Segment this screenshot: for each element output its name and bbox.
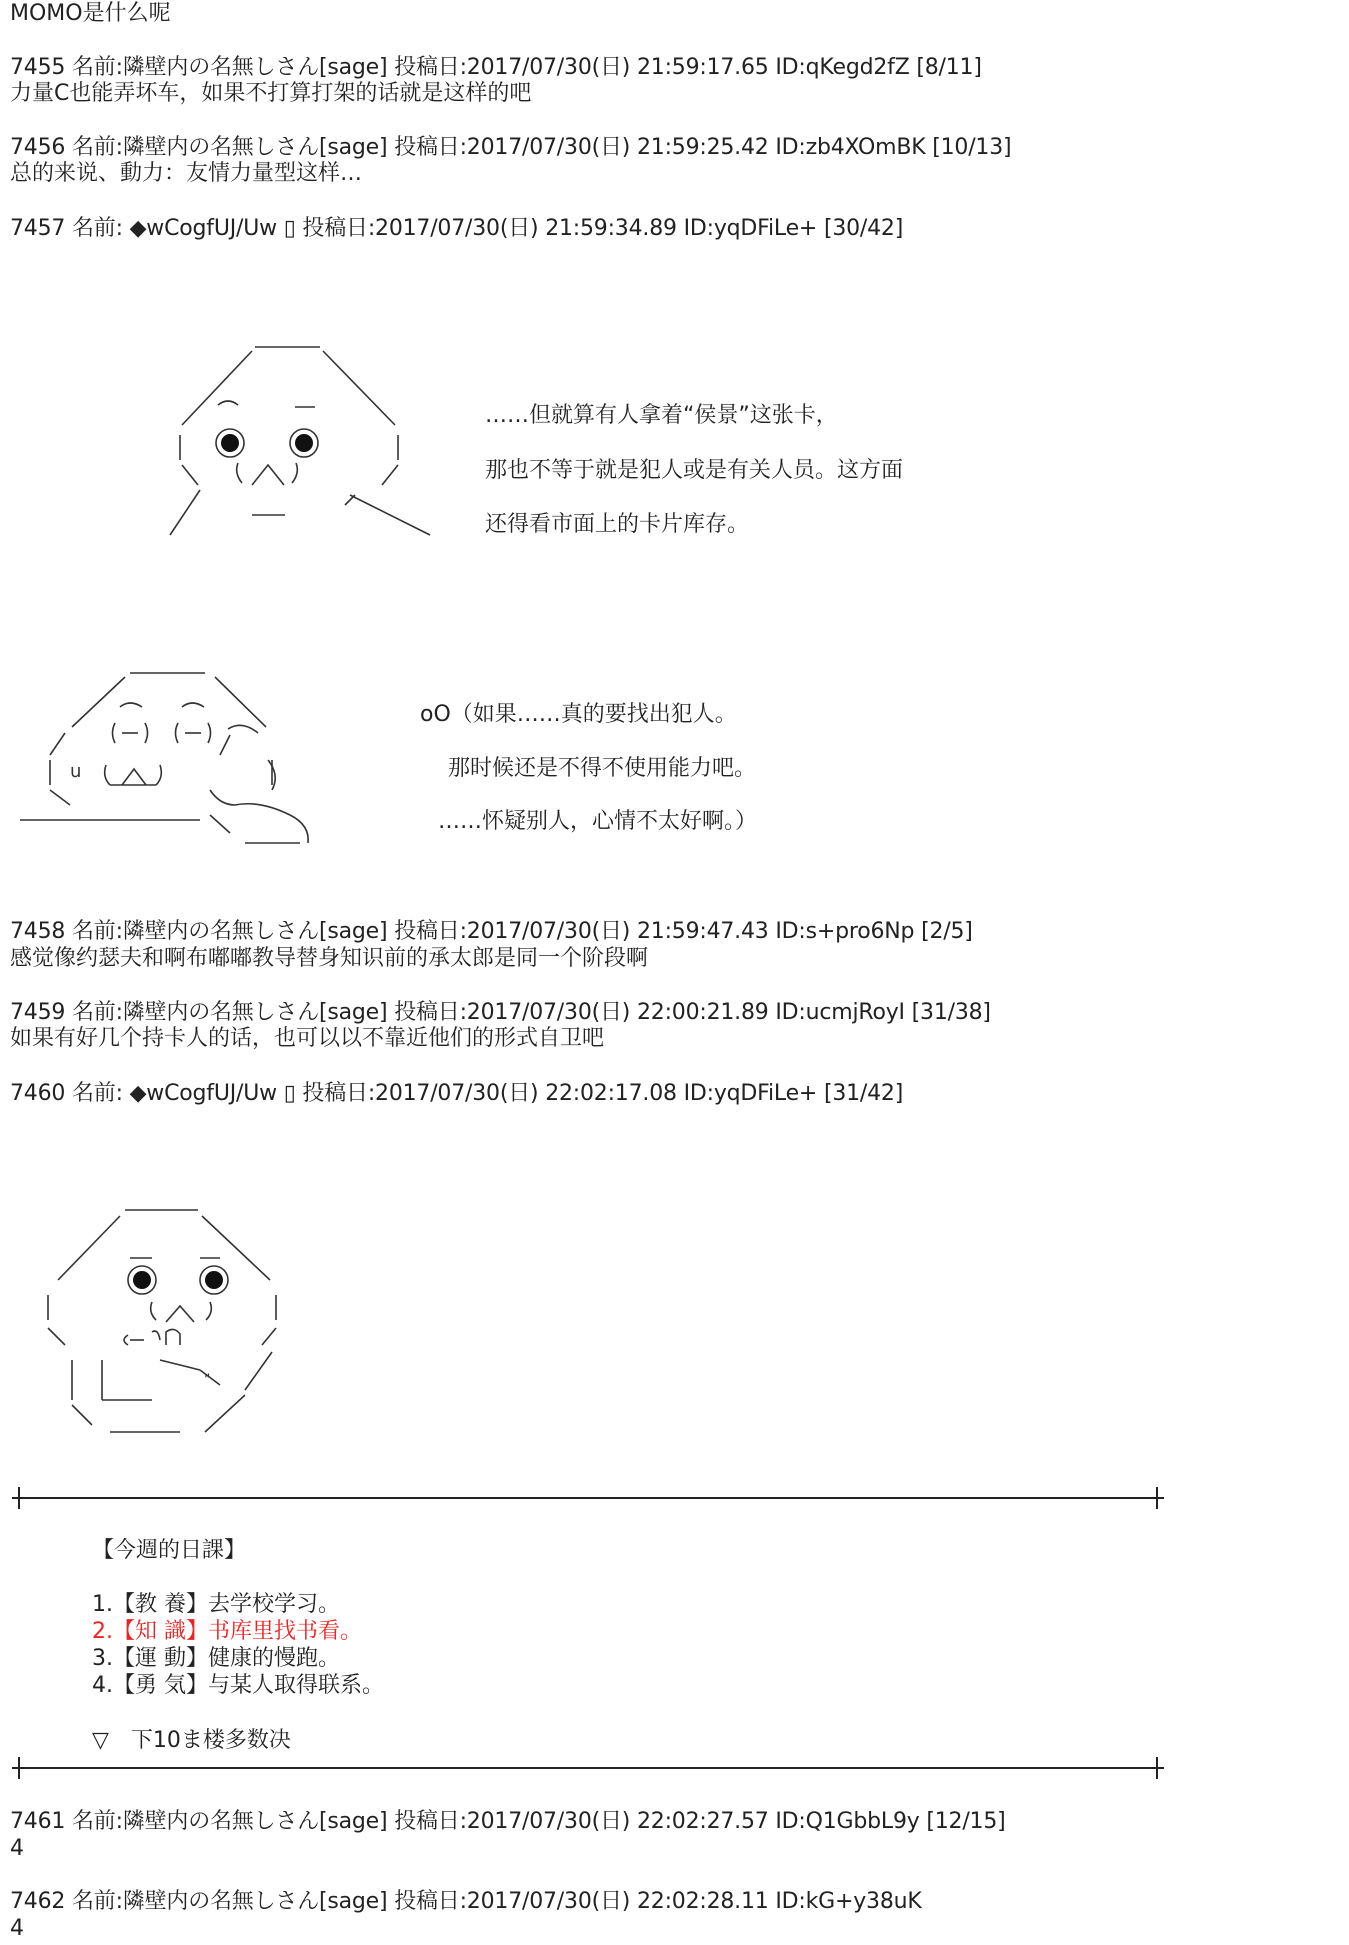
svg-text:": " (204, 1372, 211, 1388)
post-header: 7458 名前:隣壁内の名無しさん[sage] 投稿日:2017/07/30(日) 21:59:47.43 ID:s+pro6Np [2/5] (10, 919, 973, 944)
post-body: 如果有好几个持卡人的话，也可以以不靠近他们的形式自卫吧 (10, 1026, 605, 1051)
post-header: 7459 名前:隣壁内の名無しさん[sage] 投稿日:2017/07/30(日) 22:00:21.89 ID:ucmjRoyI [31/38] (10, 1000, 991, 1025)
post-header: 7462 名前:隣壁内の名無しさん[sage] 投稿日:2017/07/30(日) 22:02:28.11 ID:kG+y38uK (10, 1889, 922, 1914)
dialog-line: 那也不等于就是犯人或是有关人员。这方面 (485, 458, 904, 483)
post-header: 7461 名前:隣壁内の名無しさん[sage] 投稿日:2017/07/30(日) 22:02:27.57 ID:Q1GbbL9y [12/15] (10, 1809, 1006, 1834)
ascii-art-character-1 (160, 335, 440, 545)
post-header: 7455 名前:隣壁内の名無しさん[sage] 投稿日:2017/07/30(日) 21:59:17.65 ID:qKegd2fZ [8/11] (10, 55, 982, 80)
schedule-item: 1.【教 養】去学校学习。 (92, 1592, 340, 1617)
ascii-art-character-3 (40, 1200, 290, 1440)
dialog-line: 还得看市面上的卡片库存。 (485, 512, 750, 537)
dialog-line: oO（如果……真的要找出犯人。 (420, 702, 737, 727)
svg-text:u: u (70, 761, 82, 782)
post-header: 7457 名前: ◆wCogfUJ/Uw ▯ 投稿日:2017/07/30(日) 21:59:34.89 ID:yqDFiLe+ [30/42] (10, 216, 904, 241)
post-body: 感觉像约瑟夫和啊布嘟嘟教导替身知识前的承太郎是同一个阶段啊 (10, 946, 649, 971)
schedule-title: 【今週的日課】 (92, 1538, 247, 1563)
schedule-item-highlighted: 2.【知 識】书库里找书看。 (92, 1619, 362, 1644)
post-header: 7460 名前: ◆wCogfUJ/Uw ▯ 投稿日:2017/07/30(日) 22:02:17.08 ID:yqDFiLe+ [31/42] (10, 1081, 904, 1106)
divider-tick (1156, 1757, 1158, 1779)
divider-tick (18, 1487, 20, 1509)
divider-tick (1156, 1487, 1158, 1509)
vote-instruction: ▽ 下10ま楼多数决 (92, 1728, 291, 1753)
schedule-item: 3.【運 動】健康的慢跑。 (92, 1646, 340, 1671)
post-header: 7456 名前:隣壁内の名無しさん[sage] 投稿日:2017/07/30(日) 21:59:25.42 ID:zb4XOmBK [10/13] (10, 135, 1012, 160)
divider-rule (12, 1767, 1164, 1769)
intro-text: MOMO是什么呢 (10, 1, 171, 26)
post-body: 4 (10, 1916, 24, 1941)
dialog-line: ……但就算有人拿着“侯景”这张卡， (485, 403, 838, 428)
dialog-line: 那时候还是不得不使用能力吧。 (448, 756, 757, 781)
post-body: 4 (10, 1836, 24, 1861)
divider-tick (18, 1757, 20, 1779)
schedule-item: 4.【勇 気】与某人取得联系。 (92, 1673, 384, 1698)
divider-rule (12, 1497, 1164, 1499)
post-body: 力量C也能弄坏车，如果不打算打架的话就是这样的吧 (10, 81, 532, 106)
ascii-art-character-2 (10, 665, 320, 855)
post-body: 总的来说、動力：友情力量型这样… (10, 161, 363, 186)
dialog-line: ……怀疑别人，心情不太好啊。） (438, 809, 758, 834)
